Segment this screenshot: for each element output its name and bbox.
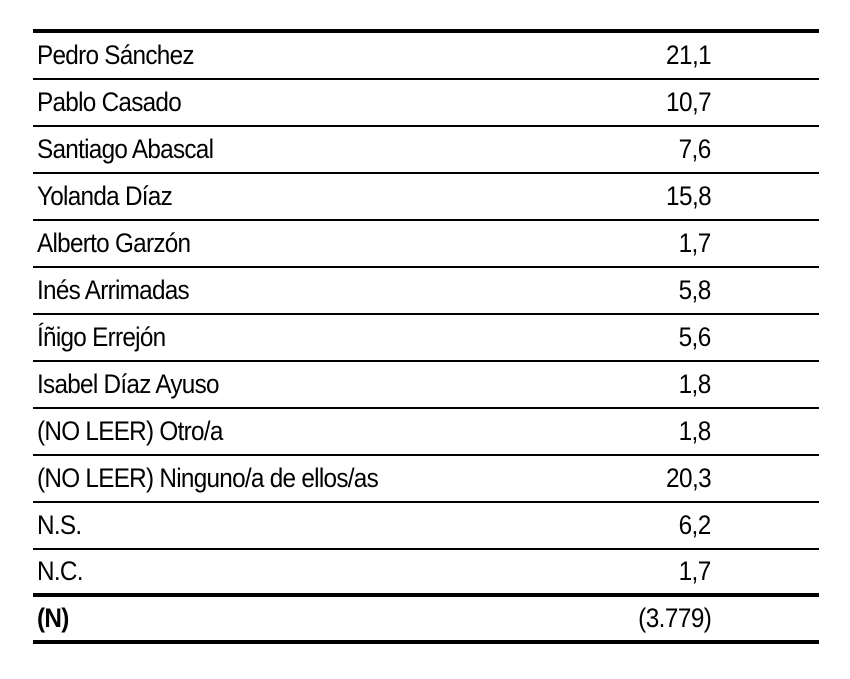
row-label: (NO LEER) Ninguno/a de ellos/as [37, 463, 379, 493]
row-label: Íñigo Errejón [37, 322, 166, 352]
row-value: 5,8 [678, 275, 711, 305]
table-row [33, 362, 819, 409]
table-row [33, 174, 819, 221]
table-row [33, 550, 819, 597]
row-value: 6,2 [678, 510, 711, 540]
row-label: (NO LEER) Otro/a [37, 416, 223, 446]
row-value: 1,7 [678, 228, 711, 258]
total-value: (3.779) [637, 603, 711, 633]
table-row [33, 33, 819, 80]
row-value: 5,6 [678, 322, 711, 352]
total-row [33, 597, 819, 644]
table-row [33, 409, 819, 456]
table-row [33, 268, 819, 315]
row-value: 15,8 [665, 181, 711, 211]
total-label: (N) [37, 603, 69, 633]
row-label: Yolanda Díaz [37, 181, 173, 211]
table-row [33, 221, 819, 268]
table-row [33, 503, 819, 550]
row-value: 21,1 [665, 40, 711, 70]
row-value: 10,7 [665, 87, 711, 117]
row-value: 20,3 [665, 463, 711, 493]
row-label: Isabel Díaz Ayuso [37, 369, 219, 399]
row-value: 1,8 [678, 369, 711, 399]
row-value: 1,8 [678, 416, 711, 446]
results-table [33, 29, 819, 644]
row-label: Pablo Casado [37, 87, 182, 117]
table-row [33, 315, 819, 362]
row-label: Alberto Garzón [37, 228, 191, 258]
row-value: 1,7 [678, 556, 711, 586]
table-row [33, 127, 819, 174]
row-label: Pedro Sánchez [37, 40, 194, 70]
row-label: Santiago Abascal [37, 134, 214, 164]
row-label: N.C. [37, 556, 83, 586]
row-label: N.S. [37, 510, 82, 540]
table-row [33, 80, 819, 127]
row-label: Inés Arrimadas [37, 275, 189, 305]
table-row [33, 456, 819, 503]
row-value: 7,6 [678, 134, 711, 164]
